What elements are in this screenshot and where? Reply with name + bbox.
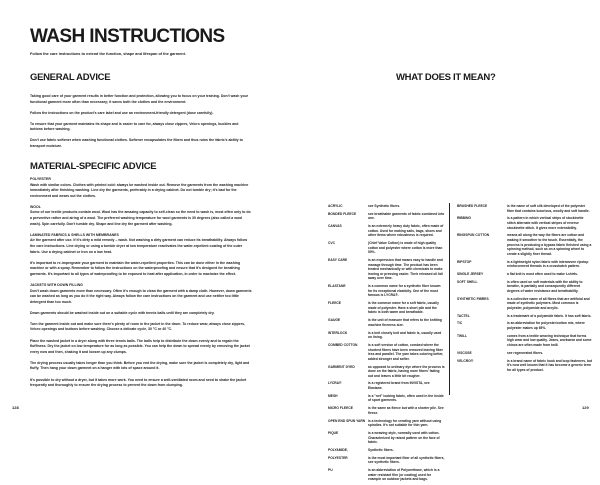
glossary-entry <box>328 204 445 209</box>
glossary-term: SINGLE JERSEY <box>457 271 484 276</box>
glossary-definition: comes from a textile weaving technique that forms high wear and low quality. Jeans, workwear and some chinos are often made from twill. <box>507 333 592 347</box>
glossary-definition: is the unit of measure that refers to the knitting machine fineness size. <box>368 318 442 327</box>
glossary-left-column <box>328 204 445 485</box>
glossary-entry <box>457 204 592 213</box>
section-title: LAMINATED FABRICS & SHELLS WITH MEMBRANES <box>30 232 119 237</box>
glossary-term: INTERLOCK <box>328 330 348 335</box>
glossary-term: TACTEL <box>457 313 470 318</box>
paragraph-text: Wash with similar colors. Clothes with printed cold: always be washed inside out. Remove the garments from the washing machine immediately after finishing washing. Line dry the garments, preferably in a drying cabinet. Do not tumble dry; it's bad for the environment and wears out the clothes. <box>30 182 249 198</box>
glossary-definition: Synthetic fibers. <box>368 447 394 452</box>
glossary-definition: is an abbreviation of Polyurethane, which is a water resistant film (or coating) used for example on outdoor jackets and bags. <box>368 468 440 482</box>
glossary-term: FLEECE <box>328 301 342 306</box>
glossary-entry <box>328 318 445 327</box>
glossary-definition: is a registered brand from INVISTA, see Elastane. <box>368 381 430 391</box>
paragraph-text: Down garments should be washed inside out on a suitable cycle with tennis balls until they are completely dry. <box>30 310 215 315</box>
glossary-entry <box>457 314 592 319</box>
glossary-definition: is a lightweight nylon fabric with interwoven ripstop reinforcement threads in a crosshatch pattern. <box>507 259 589 269</box>
glossary-term: COMBED COTTON <box>328 342 358 347</box>
glossary-entry <box>457 260 592 269</box>
paragraph-text: It's possible to dry without a dryer, but it takes more work. You need to ensure a well-ventilated room and need to shake the jacket frequently and thoroughly to ensure the drying process to prevent the down from clumping. <box>30 377 247 388</box>
glossary-entry <box>328 331 445 340</box>
general-advice-text <box>30 94 252 155</box>
glossary-term: POLYESTER <box>328 455 348 460</box>
glossary-term: ACRYLIC <box>328 204 343 208</box>
glossary-definition: is a knit closely knit and fabric is, usually used on lining. <box>368 330 442 340</box>
glossary-definition: is a collective name of all fibres that are artificial and made of synthetic polymers. Most common is polyester, polyamide and acrylic. <box>507 296 590 310</box>
page-title: WASH INSTRUCTIONS <box>30 26 225 47</box>
glossary-definition: is a technology for creating yarn without using spindles. It's not suitable for thin yarn. <box>368 418 442 428</box>
glossary-entry <box>328 419 445 428</box>
paragraph-text: It's important to re-impregnate your garment to maintain the water-repellent properties. This can be done either in the washing machine or with a spray. Remember to follow the instructions on the waterproofing and ensure that it's designed for breathing garments. It's important to all types of waterproofing to be exposed to heat after application, in order to maximize the effect. <box>30 260 241 276</box>
glossary-entry <box>457 280 592 294</box>
glossary-definition: is the name of soft silk developed of the polyester fibre that contains luxurious, woolly and soft handle. <box>507 204 590 213</box>
page-number-right: 129 <box>582 405 589 410</box>
material-advice-text <box>30 177 252 394</box>
glossary-definition: see regenerated fibers. <box>507 350 544 355</box>
paragraph <box>30 361 252 372</box>
glossary-definition: is the common name for a soft fabric, usually made of polyester. Have a short pile and the fabric is both warm and breathable. <box>368 301 439 315</box>
glossary-term: RIPSTOP <box>457 259 472 264</box>
general-advice-heading: GENERAL ADVICE <box>30 72 111 83</box>
glossary-entry <box>457 321 592 330</box>
glossary-entry <box>328 406 445 415</box>
glossary-definition: is a trademark of a polyamide fabric. It has soft fabric. <box>507 313 592 318</box>
paragraph <box>30 177 252 199</box>
paragraph <box>30 322 252 333</box>
paragraph-text: The drying process usually takes longer than you think. Before you end the drying, make sure the jacket is completely dry, light and fluffy. Then hang your down garment on a hanger with lots of space around it. <box>30 360 250 371</box>
glossary-entry <box>457 334 592 348</box>
glossary-definition: is a brand name of fabric hook and loop fasteners, but it's now well known that it has become a generic term for all types of product. <box>507 358 592 372</box>
paragraph: Don't use fabric softener when washing functional clothes. Softener encapsulates the fibers and thus ruins the fabric's ability to transport moisture. <box>30 138 243 149</box>
glossary-definition: is the most important fiber of all synthetic fibers, see synthetic fibers. <box>368 455 445 465</box>
glossary-term: OPEN END SPUN YARN <box>328 418 366 423</box>
paragraph-text: Air the garment after use. If it's dirty a mild remedy – wash. Not washing a dirty garment can reduce its breathability. Always follow the care instructions. Line drying or using a tumble dryer at low temperature reactivates the water-repellent coating of the outer fabric. Use a drying cabinet or iron on a low heat. <box>30 238 248 254</box>
glossary-term: CVC <box>328 241 335 246</box>
glossary-entry <box>328 431 445 445</box>
glossary-definition: is a "net" looking fabric, often used in the inside of sport garments. <box>368 393 444 403</box>
paragraph-text: Don't wash down garments more than necessary. Often it's enough to clean the garment with a damp cloth. However, down garments can be washed as long as you do it the right way. Always follow the care instructions on the garment and use neither too little detergent than too much. <box>30 288 252 304</box>
glossary-entry <box>328 456 445 465</box>
glossary-definition: as opposed to ordinary dye where the process is done on the fabric, having more fibres' fading out and leaves a little bit rougher. <box>368 364 445 378</box>
glossary-entry <box>457 216 592 230</box>
glossary-term: CANVAS <box>328 224 342 229</box>
column-divider <box>449 203 450 395</box>
glossary-definition: (Chief Value Cotton) is made of high quality cotton and polyester where cotton is more than 50%. <box>368 241 443 255</box>
glossary-term: MICRO FLEECE <box>328 406 353 411</box>
glossary-entry <box>457 272 592 277</box>
paragraph <box>30 283 252 305</box>
glossary-entry <box>328 365 445 379</box>
glossary-term: ELASTANE <box>328 284 346 289</box>
glossary-definition: is an expression that means easy to handle and manage through time. The product has been treated mechanically or with chemicals to make ironing or pressing easier. Their released oil fall away over time. <box>368 258 443 281</box>
glossary-entry <box>328 468 445 482</box>
glossary-term: BRUSHED FLEECE <box>457 204 488 208</box>
glossary-term: VELCRO® <box>457 358 474 363</box>
glossary-entry <box>328 381 445 390</box>
glossary-term: TWILL <box>457 333 468 338</box>
glossary-term: MESH <box>328 393 338 398</box>
glossary-definition: is the same as fleece but with a shorter pile. See fleece. <box>368 406 444 415</box>
section-title: WOOL <box>30 204 41 209</box>
glossary-definition: is a common name for a synthetic fiber known for its exceptional elasticity. One of the most famous is LYCRA®. <box>368 284 441 298</box>
glossary-entry <box>328 224 445 238</box>
glossary-entry <box>328 241 445 255</box>
glossary-term: RINGSPUN COTTON <box>457 233 490 238</box>
paragraph-text: Some of our textile products contain wool. Wool has the amazing capacity to self-clean so the need to wash is, most often only to do a preventive rather and airing of a wool. The preferred washing temperature for wool garments is 30 degrees (also called a wool wash). Spin carefully. Don't tumble dry. Shape and line dry the garment after washing. <box>30 210 251 226</box>
glossary-term: PU <box>328 468 333 473</box>
section-title: POLYESTER <box>30 177 51 181</box>
glossary-entry <box>457 233 592 256</box>
glossary-entry <box>328 394 445 403</box>
material-advice-heading: MATERIAL-SPECIFIC ADVICE <box>30 161 157 172</box>
paragraph-text: Place the washed jacket in a dryer along with three tennis balls. The balls help to distribute the down evenly and to regain the fluffiness. Dry the jacket on low temperature for as long as possible. You can help the down to spread evenly by removing the jacket every now and then, shaking it and loosen up any clumps. <box>30 338 250 354</box>
page-subtitle: Follow the care instructions to extend the function, shape and lifespan of the garment. <box>30 52 186 56</box>
glossary-term: T/C <box>457 321 463 326</box>
paragraph <box>30 233 252 255</box>
glossary-term: LYCRA® <box>328 381 342 386</box>
glossary-heading: WHAT DOES IT MEAN? <box>396 72 496 83</box>
glossary-entry <box>457 359 592 373</box>
glossary-term: GARMENT DYED <box>328 364 355 369</box>
glossary-definition: a flat knit is most often used to make t-shirts. <box>507 271 578 276</box>
glossary-term: GAUGE <box>328 318 341 323</box>
glossary-entry <box>328 284 445 298</box>
paragraph: Follow the instructions on the product's care label and use an environment-friendly detergent (dose carefully). <box>30 110 214 115</box>
glossary-term: SYNTHETIC FIBRES <box>457 296 489 301</box>
glossary-term: BONDED FLEECE <box>328 211 357 216</box>
glossary-definition: is an abbreviation for polyester/cotton mix, where polyester makes up 65%. <box>507 321 585 330</box>
paragraph <box>30 311 252 317</box>
paragraph: To ensure that your garment maintains its shape and is easier to care for, always close zippers, Velcro openings, buckles and buttons before washing. <box>30 121 239 132</box>
glossary-term: PIQUE <box>328 430 339 435</box>
glossary-term: RIBBING <box>457 216 471 221</box>
glossary-entry <box>328 212 445 221</box>
glossary-definition: see breathable garments of fabric combined into one. <box>368 211 445 221</box>
glossary-entry <box>457 297 592 311</box>
section-title: JACKETS WITH DOWN FILLING <box>30 282 83 287</box>
glossary-term: EASY CARE <box>328 258 348 263</box>
paragraph <box>30 205 252 227</box>
glossary-right-column <box>457 204 592 375</box>
glossary-entry <box>328 301 445 315</box>
glossary-entry <box>328 343 445 361</box>
glossary-definition: see Synthetic fibers. <box>368 204 401 208</box>
glossary-entry <box>328 258 445 281</box>
paragraph <box>30 261 252 278</box>
paragraph-text: Turn the garment inside out and make sure there's plenty of room in the jacket in the drum. To reduce wear, always close zippers, Velcro openings and buttons before washing. Choose a delicate cycle, 30 °C or 40 °C. <box>30 321 246 332</box>
glossary-term: SOFT SHELL <box>457 279 478 284</box>
paragraph <box>30 378 252 389</box>
glossary-definition: is an extremely heavy duty fabric, often made of cotton. Used for making sails, bags, shoes and other items where robustness is required. <box>368 224 444 238</box>
glossary-definition: is often used on soft materials with the ability to breathe, is partially and consequently different degrees of water resistance and breathability. <box>507 279 583 293</box>
glossary-term: POLYAMIDE, <box>328 447 348 452</box>
glossary-definition: is a soft version of cotton, combed where the shortest fibres have been removed leaving fiber less and parallel. The yarn takes coloring better, added stronger and softer. <box>368 342 444 361</box>
glossary-definition: is a pattern in which vertical strips of stockinette stitch alternate with vertical stripes of reverse stockinette stitch. It gives more extensibility. <box>507 216 584 230</box>
page-number-left: 128 <box>12 405 19 410</box>
glossary-definition: means all along the way the fibers are cotton and making it smoother to the touch. Essentially, the process is producing a bypass fabric finished using a spinning method, such as on a spinning wheel to create a slightly finer thread. <box>507 233 592 256</box>
paragraph: Taking good care of your garment results in better function and protection, allowing you to focus on your training. Don't wash your functional garment more often than necessary; it saves both the clothes and the environment. <box>30 94 248 104</box>
glossary-definition: is a weaving style, normally used with cotton. Characterized by raised pattern on the face of fabric. <box>368 430 440 445</box>
glossary-entry <box>457 351 592 356</box>
paragraph <box>30 339 252 356</box>
glossary-term: VISCOSE <box>457 350 472 355</box>
glossary-entry <box>328 448 445 453</box>
